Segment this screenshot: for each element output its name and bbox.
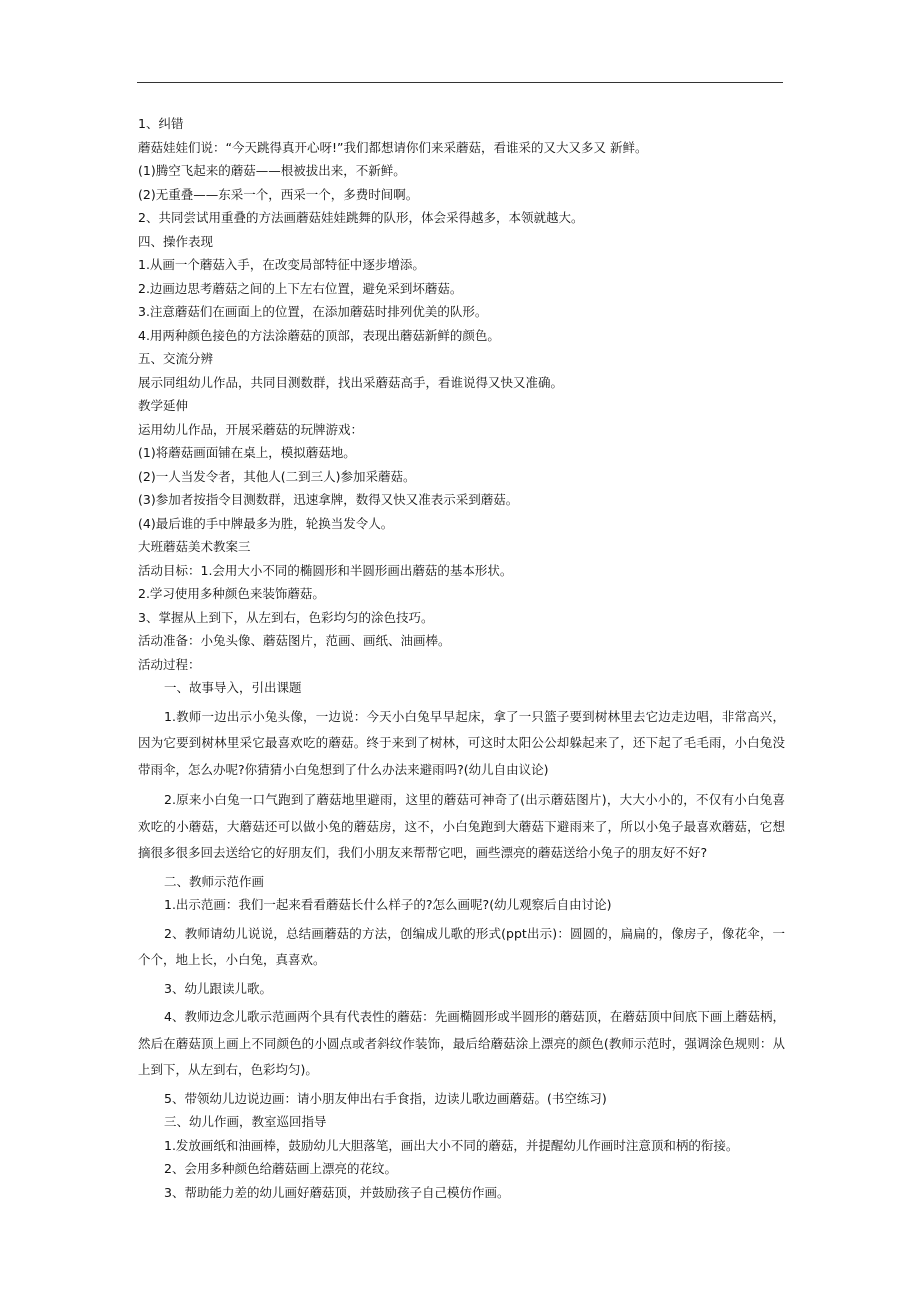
text-line: 3、帮助能力差的幼儿画好蘑菇顶，并鼓励孩子自己模仿作画。 [164,1184,510,1200]
text-line: (2)无重叠——东采一个，西采一个，多费时间啊。 [138,186,419,202]
text-line: 4.用两种颜色接色的方法涂蘑菇的顶部，表现出蘑菇新鲜的颜色。 [138,327,500,343]
text-line: 3、幼儿跟读儿歌。 [164,980,272,996]
text-line: 活动过程： [138,656,201,672]
section-heading: 五、交流分辨 [138,351,214,366]
text-line: (3)参加者按指令目测数群，迅速拿牌，数得又快又准表示采到蘑菇。 [138,492,519,507]
text-line: 2、会用多种颜色给蘑菇画上漂亮的花纹。 [164,1161,397,1176]
paragraph: 4、教师边念儿歌示范画两个具有代表性的蘑菇：先画椭圆形或半圆形的蘑菇顶，在蘑菇顶中间底下画上蘑菇柄，然后在蘑菇顶上画上不同颜色的小圆点或者斜纹作装饰，最后给蘑菇涂上漂亮的颜色(教师示范时，强调涂色规则：从上到下，从左到右，色彩均匀)。 [138,1009,785,1077]
paragraph: 2.原来小白兔一口气跑到了蘑菇地里避雨，这里的蘑菇可神奇了(出示蘑菇图片)，大大小小的，不仅有小白兔喜欢吃的小蘑菇，大蘑菇还可以做小兔的蘑菇房，这不，小白兔跑到大蘑菇下避雨来了，所以小兔子最喜欢蘑菇，它想摘很多很多回去送给它的好朋友们，我们小朋友来帮帮它吧，画些漂亮的蘑菇送给小兔子的朋友好不好? [138,792,785,860]
text-line: 蘑菇娃娃们说：“今天跳得真开心呀!”我们都想请你们来采蘑菇，看谁采的又大又多又 新鲜。 [138,139,648,155]
text-line: 活动目标：1.会用大小不同的椭圆形和半圆形画出蘑菇的基本形状。 [138,562,513,578]
text-line: 展示同组幼儿作品，共同目测数群，找出采蘑菇高手，看谁说得又快又准确。 [138,374,564,390]
text-line: 2、共同尝试用重叠的方法画蘑菇娃娃跳舞的队形，体会采得越多，本领就越大。 [138,210,584,225]
document-subtitle: 大班蘑菇美术教案三 [138,539,251,554]
text-line: 1.出示范画：我们一起来看看蘑菇长什么样子的?怎么画呢?(幼儿观察后自由讨论) [164,897,612,912]
paragraph: 1.教师一边出示小兔头像，一边说：今天小白兔早早起床，拿了一只篮子要到树林里去它边走边唱，非常高兴，因为它要到树林里采它最喜欢吃的蘑菇。终于来到了树林，可这时太阳公公却躲起来了，还下起了毛毛雨，小白兔没带雨伞，怎么办呢?你猜猜小白兔想到了什么办法来避雨吗?(幼儿自由议论) [138,708,785,777]
paragraph: 2、教师请幼儿说说，总结画蘑菇的方法，创编成儿歌的形式(ppt出示)：圆圆的，扁扁的，像房子，像花伞，一个个，地上长，小白兔，真喜欢。 [138,925,785,967]
text-line: (2)一人当发令者，其他人(二到三人)参加采蘑菇。 [138,468,416,484]
section-heading: 四、操作表现 [138,233,214,249]
text-line: (1)将蘑菇画面铺在桌上，模拟蘑菇地。 [138,445,356,460]
text-line: 1.发放画纸和油画棒，鼓励幼儿大胆落笔，画出大小不同的蘑菇，并提醒幼儿作画时注意顶和柄的衔接。 [164,1137,739,1153]
section-heading: 三、幼儿作画，教室巡回指导 [164,1114,327,1129]
text-line: (4)最后谁的手中牌最多为胜，轮换当发令人。 [138,515,394,531]
text-line: 1、纠错 [138,116,184,131]
header-rule [137,82,783,83]
text-line: 活动准备：小兔头像、蘑菇图片，范画、画纸、油画棒。 [138,633,451,648]
text-line: 1.从画一个蘑菇入手，在改变局部特征中逐步增添。 [138,257,425,272]
text-line: (1)腾空飞起来的蘑菇——根被拔出来，不新鲜。 [138,163,406,178]
text-line: 运用幼儿作品，开展采蘑菇的玩牌游戏： [138,421,364,437]
text-line: 3、掌握从上到下，从左到右，色彩均匀的涂色技巧。 [138,609,434,625]
text-line: 5、带领幼儿边说边画：请小朋友伸出右手食指，边读儿歌边画蘑菇。(书空练习) [164,1090,607,1106]
text-line: 2.学习使用多种颜色来装饰蘑菇。 [138,586,325,601]
text-line: 3.注意蘑菇们在画面上的位置，在添加蘑菇时排列优美的队形。 [138,304,488,319]
section-heading: 一、故事导入，引出课题 [164,680,302,695]
section-heading: 教学延伸 [138,398,189,413]
document-body [138,112,785,1204]
section-heading: 二、教师示范作画 [164,873,265,889]
text-line: 2.边画边思考蘑菇之间的上下左右位置，避免采到坏蘑菇。 [138,280,463,296]
